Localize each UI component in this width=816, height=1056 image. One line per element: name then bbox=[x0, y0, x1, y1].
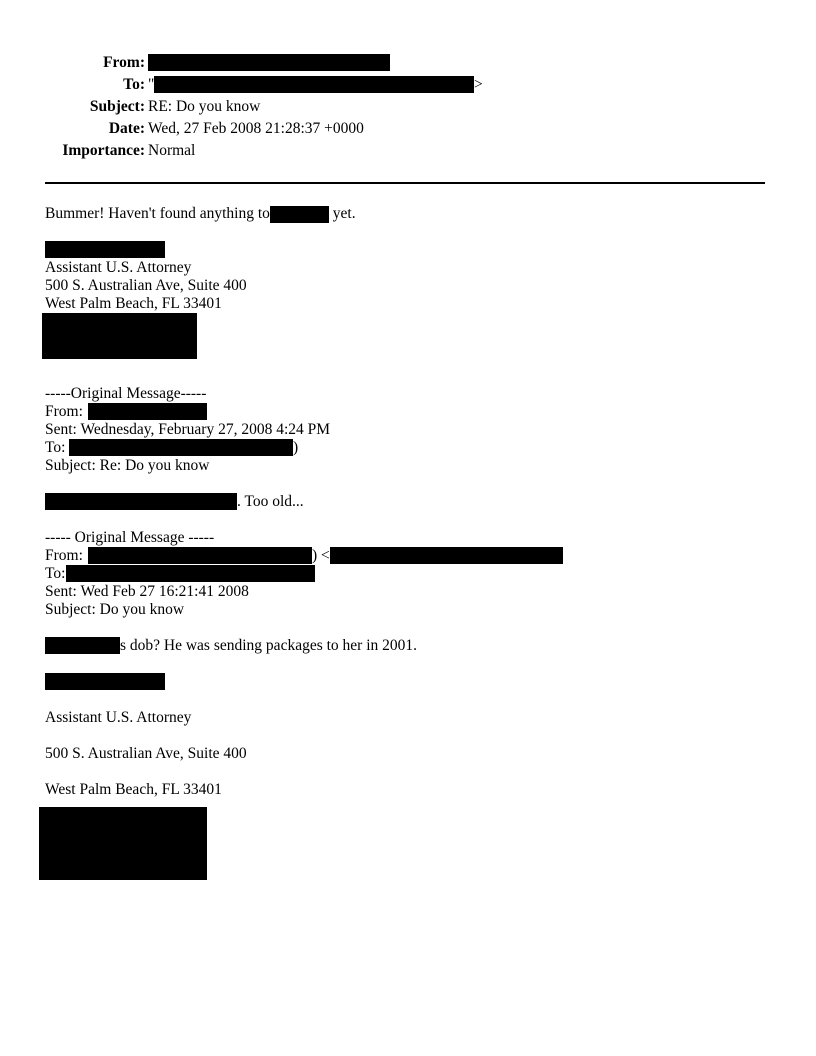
original2-body-text: s dob? He was sending packages to her in 2001. bbox=[120, 637, 418, 654]
header-date-value: Wed, 27 Feb 2008 21:28:37 +0000 bbox=[148, 120, 364, 137]
redaction-block bbox=[88, 547, 312, 564]
redaction-block bbox=[330, 547, 563, 564]
redaction-block bbox=[45, 493, 237, 510]
sig1-title: Assistant U.S. Attorney bbox=[45, 259, 192, 276]
original1-sent: Sent: Wednesday, February 27, 2008 4:24 PM bbox=[45, 421, 331, 438]
redaction-block bbox=[69, 439, 293, 456]
sig2-title: Assistant U.S. Attorney bbox=[45, 709, 192, 726]
original2-to-line bbox=[45, 565, 65, 583]
header-subject-value: RE: Do you know bbox=[148, 98, 261, 115]
redaction-block bbox=[39, 807, 207, 880]
sig1-address2: West Palm Beach, FL 33401 bbox=[45, 295, 222, 312]
header-to-label: To: bbox=[123, 76, 145, 93]
header-to-suffix: > bbox=[474, 76, 483, 93]
redaction-block bbox=[148, 54, 390, 71]
original2-to-label: To: bbox=[45, 565, 66, 582]
redaction-block bbox=[88, 403, 207, 420]
header-divider bbox=[45, 182, 765, 184]
sig1-address1: 500 S. Australian Ave, Suite 400 bbox=[45, 277, 247, 294]
original2-from-label: From: bbox=[45, 547, 83, 564]
reply-body-line bbox=[45, 205, 356, 223]
reply-body-text-after: yet. bbox=[328, 205, 356, 222]
sig2-address1: 500 S. Australian Ave, Suite 400 bbox=[45, 745, 247, 762]
original1-subject: Subject: Re: Do you know bbox=[45, 457, 210, 474]
original2-subject: Subject: Do you know bbox=[45, 601, 185, 618]
original1-from-line bbox=[45, 403, 83, 421]
reply-body-text-before: Bummer! Haven't found anything to bbox=[45, 205, 270, 222]
header-date-label: Date: bbox=[108, 120, 145, 137]
original2-from-line bbox=[45, 547, 83, 565]
header-importance-value: Normal bbox=[148, 142, 196, 159]
original1-separator: -----Original Message----- bbox=[45, 385, 207, 402]
redaction-block bbox=[154, 76, 474, 93]
header-subject-label: Subject: bbox=[89, 98, 145, 115]
original1-to-line bbox=[45, 439, 65, 457]
header-to-prefix: " bbox=[148, 76, 155, 93]
header-importance-label: Importance: bbox=[62, 142, 145, 159]
original1-body-text: . Too old... bbox=[237, 493, 304, 510]
original1-from-label: From: bbox=[45, 403, 83, 420]
original2-separator: ----- Original Message ----- bbox=[45, 529, 215, 546]
sig2-address2: West Palm Beach, FL 33401 bbox=[45, 781, 222, 798]
header-from-label: From: bbox=[103, 54, 145, 71]
original2-sent: Sent: Wed Feb 27 16:21:41 2008 bbox=[45, 583, 249, 600]
redaction-block bbox=[45, 241, 165, 258]
redaction-block bbox=[66, 565, 315, 582]
redaction-block bbox=[270, 206, 329, 223]
original2-from-mid: ) < bbox=[312, 547, 330, 564]
redaction-block bbox=[45, 673, 165, 690]
redaction-block bbox=[42, 313, 197, 359]
original1-to-suffix: ) bbox=[293, 439, 299, 456]
original1-to-label: To: bbox=[45, 439, 66, 456]
redaction-block bbox=[45, 637, 120, 654]
